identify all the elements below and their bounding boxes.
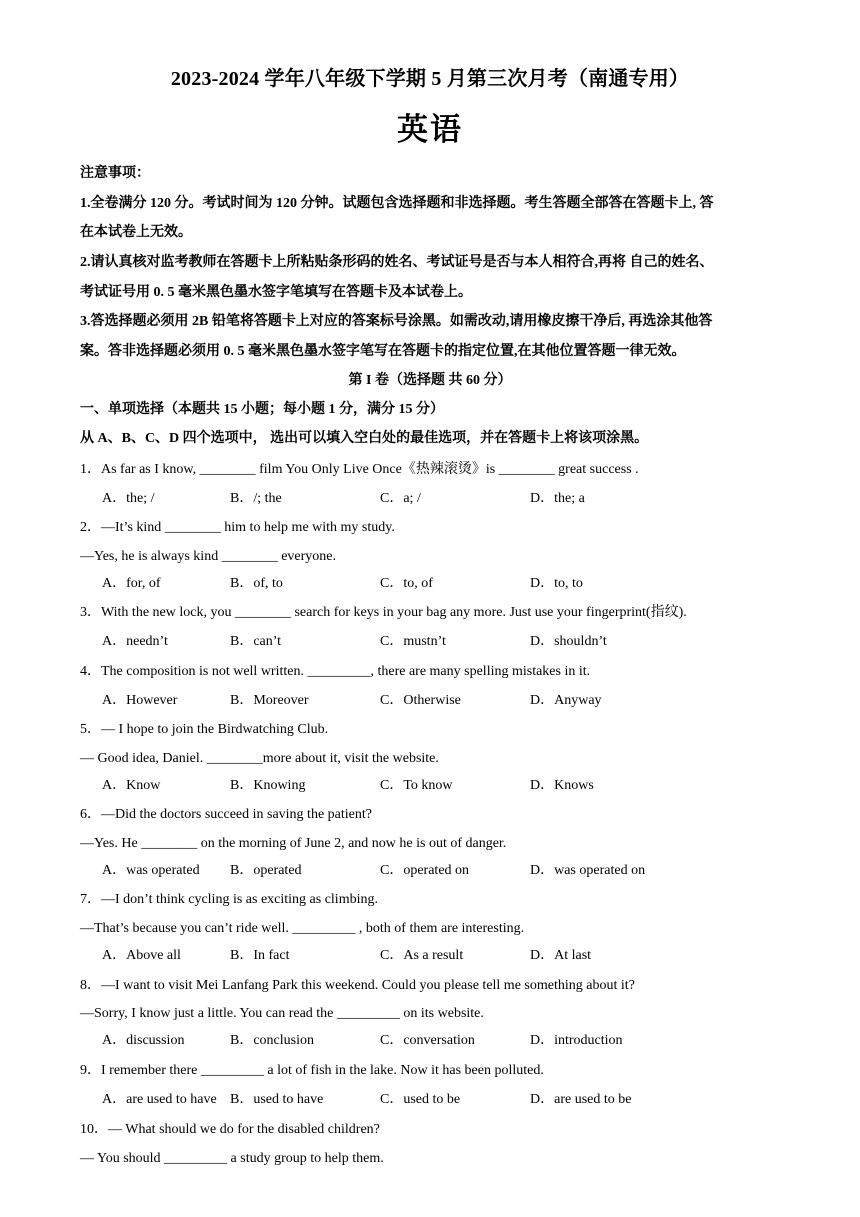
exam-title: 2023-2024 学年八年级下学期 5 月第三次月考（南通专用） [170,68,690,90]
question-3-option-b: B．can’t [230,634,282,649]
question-3-option-c: C．mustn’t [380,634,446,649]
question-9-option-b: B．used to have [230,1092,324,1107]
question-9-option-c: C．used to be [380,1092,461,1107]
question-6-option-c: C．operated on [380,863,470,878]
question-6-option-d: D．was operated on [530,863,646,878]
question-3-option-a: A．needn’t [102,634,168,649]
question-5-line: 5．— I hope to join the Birdwatching Club. [80,722,329,737]
question-6-line: 6．—Did the doctors succeed in saving the patient? [80,807,372,822]
question-1-option-d: D．the; a [530,491,585,506]
question-1-option-b: B．/; the [230,491,282,506]
notes-heading: 注意事项： [80,166,150,181]
question-8-line: 8．—I want to visit Mei Lanfang Park this weekend. Could you please tell me something about it? [80,978,635,993]
note-line: 3.答选择题必须用 2B 铅笔将答题卡上对应的答案标号涂黑。如需改动,请用橡皮擦干净后, 再选涂其他答 [80,314,713,329]
question-2-line: —Yes, he is always kind ________ everyone. [80,549,336,564]
subject-title: 英语 [397,112,463,147]
note-line: 考试证号用 0. 5 毫米黑色墨水签字笔填写在答题卡及本试卷上。 [80,285,472,300]
section-instruction: 从 A、B、C、D 四个选项中， 选出可以填入空白处的最佳选项，并在答题卡上将该项涂黑。 [80,431,649,446]
note-line: 1.全卷满分 120 分。考试时间为 120 分钟。试题包含选择题和非选择题。考生答题全部答在答题卡上, 答 [80,196,714,211]
question-9-line: 9．I remember there _________ a lot of fish in the lake. Now it has been polluted. [80,1063,544,1078]
question-4-line: 4．The composition is not well written. _________, there are many spelling mistakes in it. [80,664,591,679]
note-line: 2.请认真核对监考教师在答题卡上所粘贴条形码的姓名、考试证号是否与本人相符合,再将 自己的姓名、 [80,255,714,270]
question-10-line: 10．— What should we do for the disabled children? [80,1122,380,1137]
question-5-option-c: C．To know [380,778,453,793]
question-2-line: 2．—It’s kind ________ him to help me with my study. [80,520,395,535]
question-5-line: — Good idea, Daniel. ________more about it, visit the website. [80,751,439,766]
question-1-option-a: A．the; / [102,491,155,506]
question-5-option-b: B．Knowing [230,778,306,793]
question-7-option-b: B．In fact [230,948,290,963]
question-8-option-d: D．introduction [530,1033,623,1048]
question-9-option-a: A．are used to have [102,1092,217,1107]
question-4-option-d: D．Anyway [530,693,602,708]
question-6-option-a: A．was operated [102,863,200,878]
question-3-option-d: D．shouldn’t [530,634,607,649]
question-9-option-d: D．are used to be [530,1092,632,1107]
question-5-option-d: D．Knows [530,778,594,793]
question-4-option-b: B．Moreover [230,693,309,708]
question-3-line: 3．With the new lock, you ________ search for keys in your bag any more. Just use your fingerprint(指纹). [80,605,687,620]
question-2-option-d: D．to, to [530,576,583,591]
part-title: 第 I 卷（选择题 共 60 分） [348,373,512,388]
question-8-option-b: B．conclusion [230,1033,314,1048]
question-8-option-c: C．conversation [380,1033,475,1048]
note-line: 案。答非选择题必须用 0. 5 毫米黑色墨水签字笔写在答题卡的指定位置,在其他位置答题一律无效。 [80,344,686,359]
question-1-option-c: C．a; / [380,491,421,506]
question-8-line: —Sorry, I know just a little. You can read the _________ on its website. [80,1006,484,1021]
question-7-line: —That’s because you can’t ride well. _________ , both of them are interesting. [80,921,525,936]
question-4-option-a: A．However [102,693,178,708]
question-4-option-c: C．Otherwise [380,693,461,708]
question-10-line: — You should _________ a study group to help them. [80,1151,384,1166]
question-2-option-b: B．of, to [230,576,283,591]
note-line: 在本试卷上无效。 [80,225,192,240]
question-7-option-d: D．At last [530,948,592,963]
question-7-line: 7．—I don’t think cycling is as exciting as climbing. [80,892,378,907]
question-5-option-a: A．Know [102,778,161,793]
question-2-option-c: C．to, of [380,576,433,591]
question-1-line: 1．As far as I know, ________ film You Only Live Once《热辣滚烫》is ________ great success . [80,462,639,477]
question-6-option-b: B．operated [230,863,302,878]
question-7-option-a: A．Above all [102,948,181,963]
question-2-option-a: A．for, of [102,576,161,591]
question-7-option-c: C．As a result [380,948,464,963]
question-6-line: —Yes. He ________ on the morning of June 2, and now he is out of danger. [80,836,507,851]
section-heading: 一、单项选择（本题共 15 小题；每小题 1 分，满分 15 分） [80,402,444,417]
question-8-option-a: A．discussion [102,1033,185,1048]
